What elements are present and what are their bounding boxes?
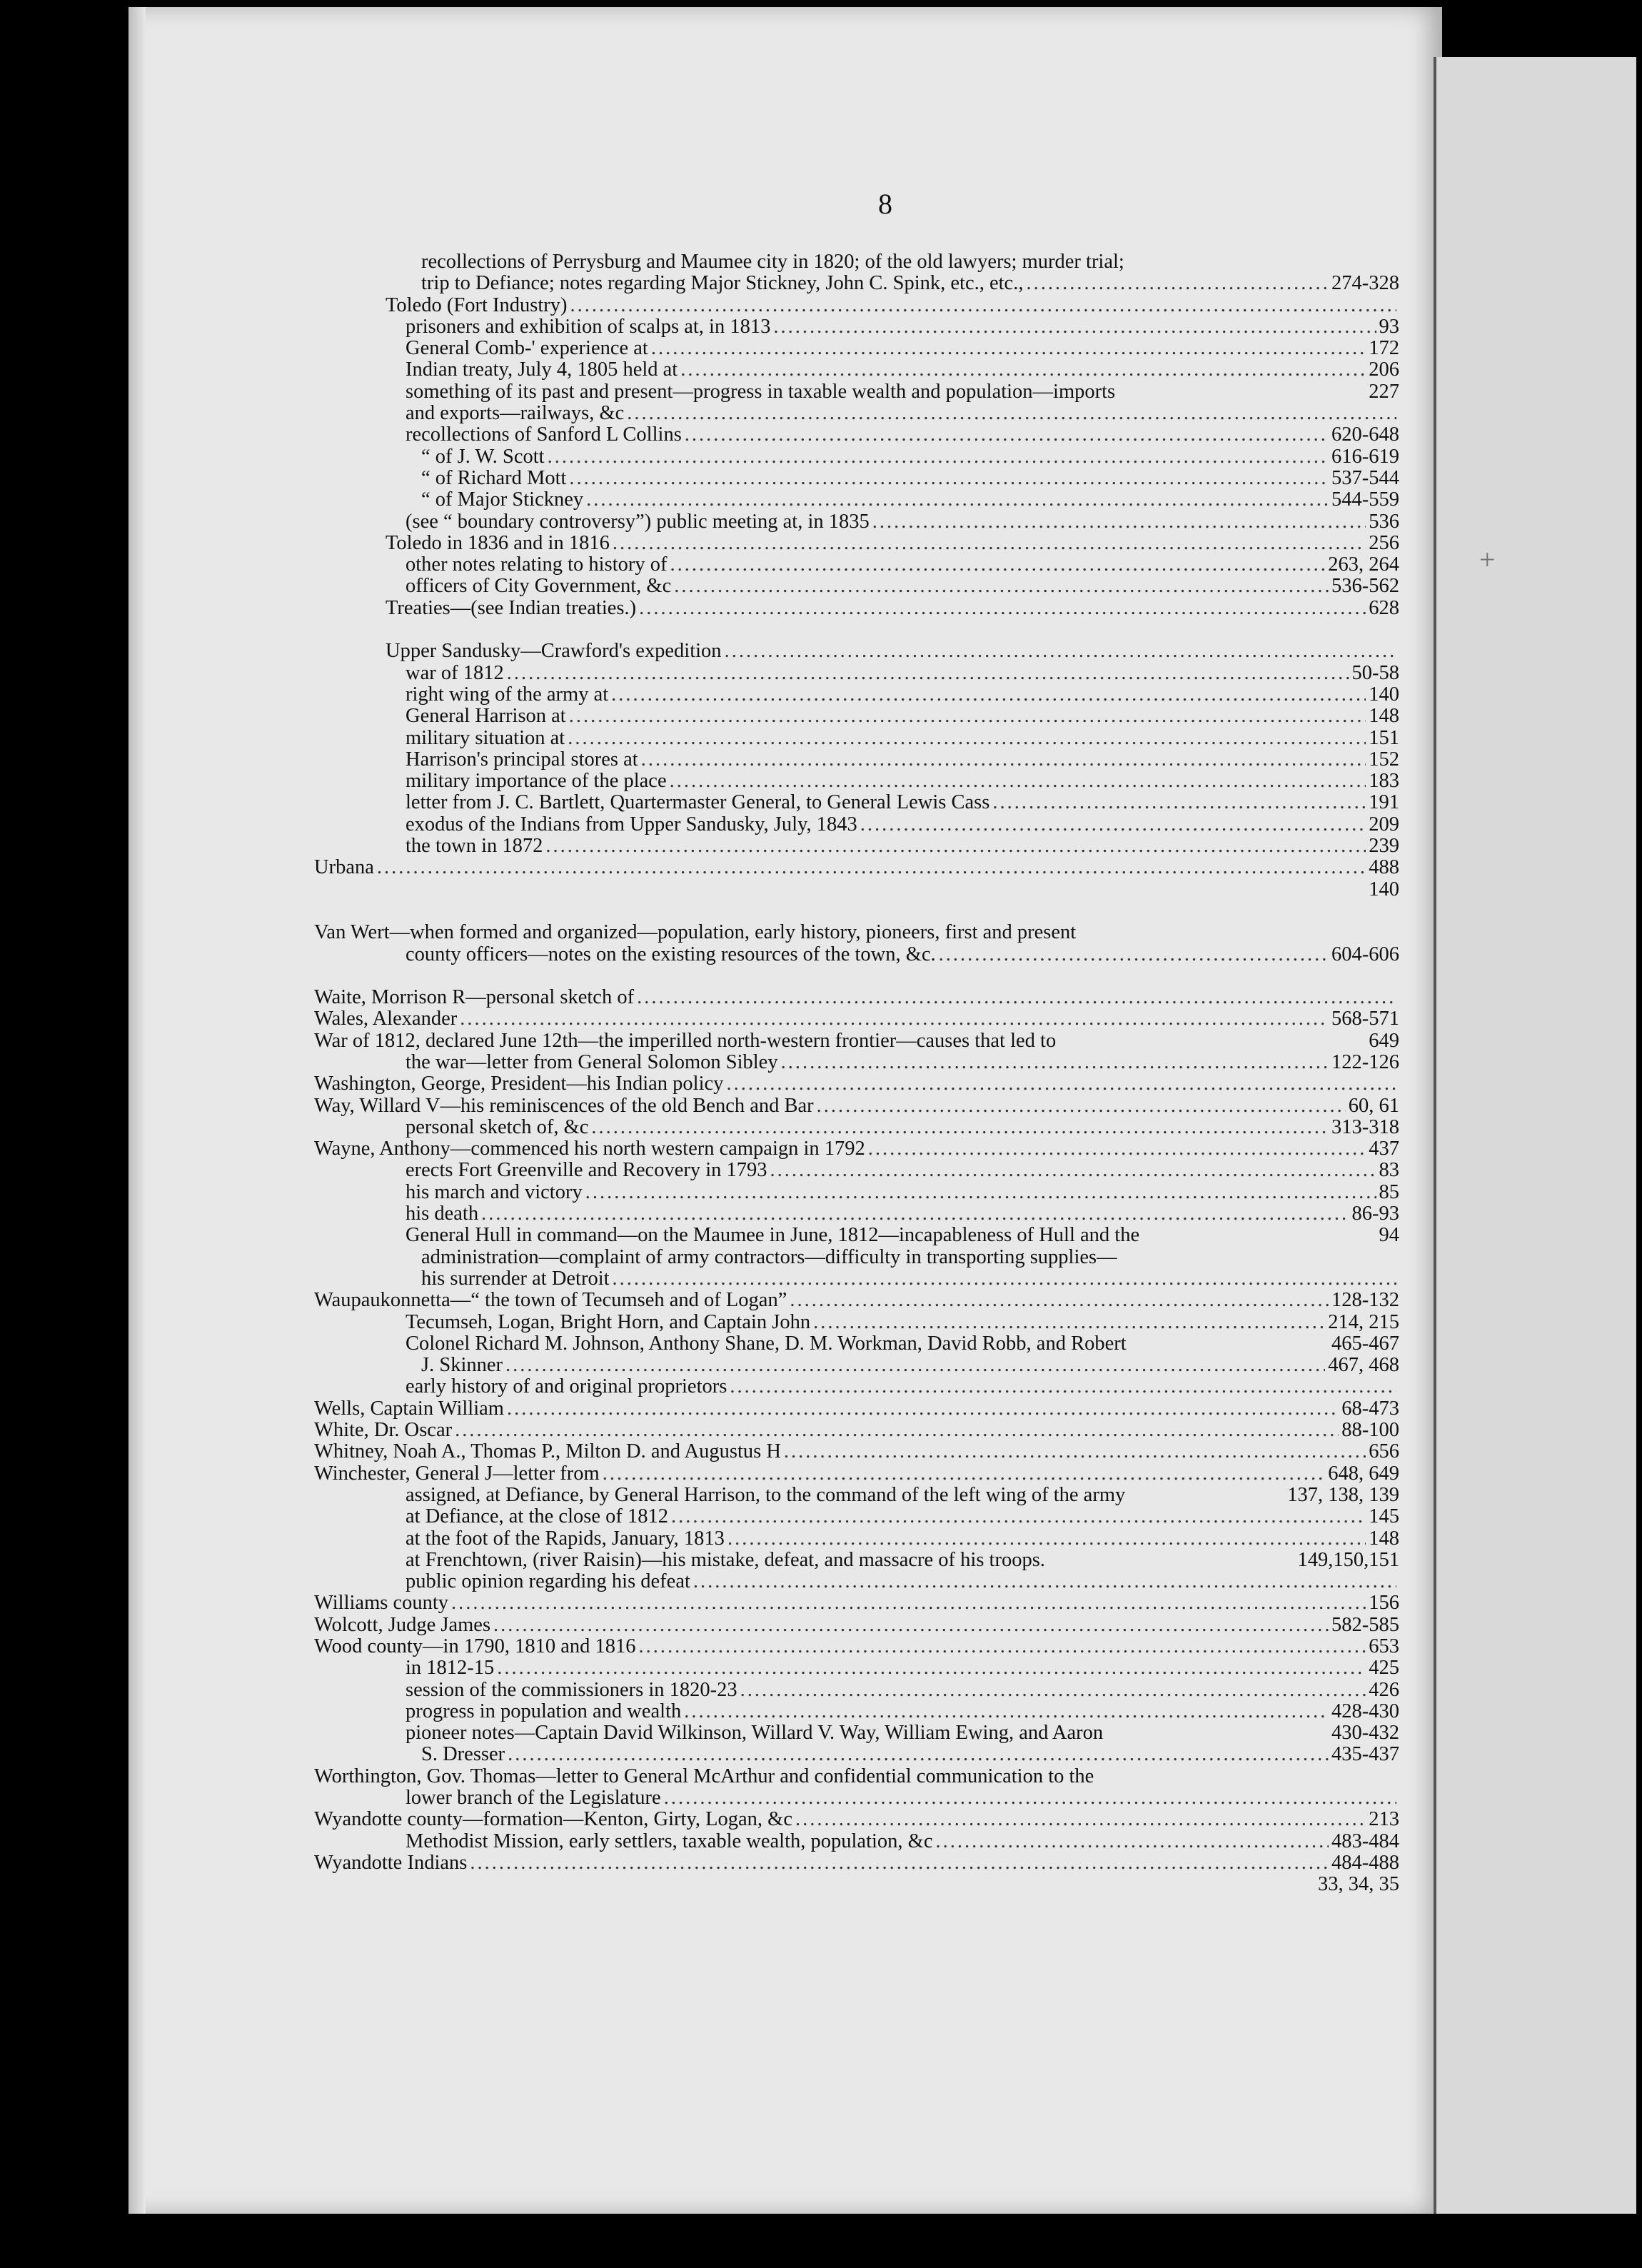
index-entry xyxy=(314,987,1399,1008)
index-entry xyxy=(314,706,1399,727)
page-reference: 85 xyxy=(1379,1180,1399,1203)
dot-leader xyxy=(460,1008,1329,1030)
page-reference: 274-328 xyxy=(1331,272,1399,295)
index-entry-text: Waupaukonnetta—“ the town of Tecumseh and of Logan” xyxy=(314,1289,787,1312)
index-entry xyxy=(314,1225,1399,1246)
index-entry-text: War of 1812, declared June 12th—the imperilled north-western frontier—causes that led to xyxy=(314,1029,1057,1052)
dot-leader xyxy=(493,1615,1329,1636)
dot-leader xyxy=(586,489,1329,511)
page-reference: 656 xyxy=(1369,1440,1399,1463)
index-spacer xyxy=(314,965,1399,987)
index-entry-text: Way, Willard V—his reminiscences of the old Bench and Bar xyxy=(314,1094,814,1117)
dot-leader xyxy=(674,576,1329,597)
dot-leader xyxy=(570,295,1396,316)
index-entry-text: officers of City Government, &c xyxy=(406,575,672,598)
index-entry xyxy=(314,857,1399,878)
page-reference: 616-619 xyxy=(1331,445,1399,468)
index-entry xyxy=(314,576,1399,597)
index-entry-text: recollections of Perrysburg and Maumee city in 1820; of the old lawyers; murder trial; xyxy=(421,251,1124,273)
index-entry-text: Indian treaty, July 4, 1805 held at xyxy=(406,358,678,381)
index-entry-text: his march and victory xyxy=(406,1180,583,1203)
index-entry xyxy=(314,403,1399,424)
page-reference: 33, 34, 35 xyxy=(1318,1873,1399,1896)
page-reference: 94 xyxy=(1379,1224,1399,1247)
index-entry xyxy=(314,1073,1399,1095)
page-reference: 68-473 xyxy=(1341,1397,1399,1420)
index-entry-text: and exports—railways, &c xyxy=(406,402,625,425)
dot-leader xyxy=(868,1138,1366,1160)
dot-leader xyxy=(725,641,1396,662)
dot-leader xyxy=(639,598,1366,619)
page-reference: 568-571 xyxy=(1331,1008,1399,1030)
index-entry xyxy=(314,1831,1399,1852)
index-entry-text: trip to Defiance; notes regarding Major Stickney, John C. Spink, etc., etc., xyxy=(421,272,1024,295)
index-entry-text: Wolcott, Judge James xyxy=(314,1613,491,1636)
page-reference: 435-437 xyxy=(1331,1743,1399,1766)
dot-leader xyxy=(790,1290,1329,1311)
page-reference: 148 xyxy=(1369,1527,1399,1550)
index-entry-text: Toledo (Fort Industry) xyxy=(386,293,568,316)
index-entry xyxy=(314,1247,1399,1268)
index-entry xyxy=(314,1506,1399,1527)
index-entry-text: prisoners and exhibition of scalps at, in 1813 xyxy=(406,315,771,338)
page-reference: 467, 468 xyxy=(1328,1354,1399,1377)
page-reference: 145 xyxy=(1369,1505,1399,1528)
index-entry xyxy=(314,1701,1399,1722)
index-entry xyxy=(314,554,1399,576)
page-reference: 149,150,151 xyxy=(1297,1548,1399,1571)
page-reference: 425 xyxy=(1369,1657,1399,1680)
index-entry xyxy=(314,598,1399,619)
page-reference: 214, 215 xyxy=(1328,1310,1399,1333)
dot-leader xyxy=(795,1809,1366,1830)
page-reference: 209 xyxy=(1369,813,1399,836)
index-entry-text: Colonel Richard M. Johnson, Anthony Shane, D. M. Workman, David Robb, and Robert xyxy=(406,1332,1127,1355)
index-entry-text: Washington, George, President—his Indian policy xyxy=(314,1073,724,1095)
page-reference: 152 xyxy=(1369,748,1399,771)
page-reference: 83 xyxy=(1379,1159,1399,1182)
page-reference: 649 xyxy=(1369,1029,1399,1052)
dot-leader xyxy=(603,1463,1326,1485)
page-reference: 140 xyxy=(1369,683,1399,706)
dot-leader xyxy=(680,359,1366,381)
page-reference: 172 xyxy=(1369,337,1399,360)
index-entry xyxy=(314,792,1399,813)
index-entry xyxy=(314,1680,1399,1701)
index-entry xyxy=(314,1463,1399,1485)
index-entry xyxy=(314,489,1399,511)
dot-leader xyxy=(670,554,1325,576)
page-reference: 50-58 xyxy=(1351,661,1399,684)
index-entry xyxy=(314,1355,1399,1376)
page-reference: 430-432 xyxy=(1331,1722,1399,1745)
dot-leader xyxy=(569,468,1329,489)
index-entry-text: Harrison's principal stores at xyxy=(406,748,638,771)
dot-leader xyxy=(651,338,1366,359)
index-entry-text: Wyandotte Indians xyxy=(314,1851,468,1874)
index-entry-text: lower branch of the Legislature xyxy=(406,1787,661,1810)
page-reference: 465-467 xyxy=(1331,1332,1399,1355)
dot-leader xyxy=(684,1701,1329,1722)
index-entry xyxy=(314,771,1399,792)
dot-leader xyxy=(813,1312,1325,1333)
index-entry-text: General Harrison at xyxy=(406,705,566,728)
index-entry-text: the town in 1872 xyxy=(406,835,543,858)
dot-leader xyxy=(639,1636,1366,1657)
page-reference: 537-544 xyxy=(1331,466,1399,489)
page-reference: 122-126 xyxy=(1331,1050,1399,1073)
dot-leader xyxy=(568,728,1366,749)
page-reference: 488 xyxy=(1369,856,1399,879)
index-entry-text: Whitney, Noah A., Thomas P., Milton D. and Augustus H xyxy=(314,1440,781,1463)
page-reference: 239 xyxy=(1369,835,1399,858)
index-entry-text: S. Dresser xyxy=(421,1743,505,1766)
index-entry xyxy=(314,1636,1399,1657)
dot-leader xyxy=(860,814,1366,836)
dot-leader xyxy=(740,1680,1366,1701)
page-reference: 604-606 xyxy=(1331,943,1399,965)
index-entry-text: Wells, Captain William xyxy=(314,1397,504,1420)
index-entry-text: Methodist Mission, early settlers, taxable wealth, population, &c xyxy=(406,1830,933,1852)
page-reference: 191 xyxy=(1369,791,1399,814)
page-reference: 483-484 xyxy=(1331,1830,1399,1852)
index-entry-text: erects Fort Greenville and Recovery in 1793 xyxy=(406,1159,767,1182)
dot-leader xyxy=(505,1355,1325,1376)
index-entry xyxy=(314,1376,1399,1398)
index-spacer xyxy=(314,900,1399,922)
index-entry-text: war of 1812 xyxy=(406,661,504,684)
index-entry-text: pioneer notes—Captain David Wilkinson, Willard V. Way, William Ewing, and Aaron xyxy=(406,1722,1104,1745)
index-entry xyxy=(314,273,1399,294)
page-reference: 206 xyxy=(1369,358,1399,381)
index-entry-text: (see “ boundary controversy”) public meeting at, in 1835 xyxy=(406,510,870,533)
index-entry-text: his death xyxy=(406,1203,479,1225)
dot-leader xyxy=(585,1182,1376,1203)
index-entry-text: public opinion regarding his defeat xyxy=(406,1570,690,1593)
index-entry xyxy=(314,814,1399,836)
dot-leader xyxy=(637,987,1396,1008)
index-entry xyxy=(314,1052,1399,1073)
dot-leader xyxy=(591,1117,1329,1138)
index-entry xyxy=(314,1852,1399,1874)
dot-leader xyxy=(784,1441,1366,1462)
index-entry-text: “ of Richard Mott xyxy=(421,466,567,489)
index-entry xyxy=(314,1095,1399,1117)
index-entry-text: J. Skinner xyxy=(421,1354,503,1377)
index-entry xyxy=(314,641,1399,662)
page-reference: 140 xyxy=(1369,878,1399,900)
index-entry-text: Worthington, Gov. Thomas—letter to General McArthur and confidential communication to the xyxy=(314,1765,1094,1787)
index-entry xyxy=(314,446,1399,468)
page-reference: 183 xyxy=(1369,770,1399,793)
index-entry xyxy=(314,1420,1399,1441)
index-entry-text: right wing of the army at xyxy=(406,683,609,706)
index-entry xyxy=(314,1008,1399,1030)
page-reference: 213 xyxy=(1369,1808,1399,1831)
index-entry-text: Toledo in 1836 and in 1816 xyxy=(386,531,610,554)
index-entry xyxy=(314,1571,1399,1592)
index-entry-text: something of its past and present—progress in taxable wealth and population—imports xyxy=(406,380,1116,403)
page-reference: 128-132 xyxy=(1331,1289,1399,1312)
dot-leader xyxy=(548,446,1329,468)
index-entry-text: personal sketch of, &c xyxy=(406,1115,589,1138)
dot-leader xyxy=(693,1571,1396,1592)
index-entry-text: “ of J. W. Scott xyxy=(421,445,545,468)
index-entry-text: session of the commissioners in 1820-23 xyxy=(406,1678,737,1701)
index-entry xyxy=(314,1290,1399,1311)
index-entry xyxy=(314,1809,1399,1830)
page-reference: 484-488 xyxy=(1331,1851,1399,1874)
index-entry-text: Urbana xyxy=(314,856,374,879)
index-entry-text: his surrender at Detroit xyxy=(421,1267,610,1290)
dot-leader xyxy=(770,1160,1376,1181)
page-reference: 536-562 xyxy=(1331,575,1399,598)
index-entry xyxy=(314,1117,1399,1138)
dot-leader xyxy=(545,836,1366,857)
index-entry xyxy=(314,1874,1399,1895)
dot-leader xyxy=(939,944,1329,965)
index-entry xyxy=(314,922,1399,943)
page-reference: 544-559 xyxy=(1331,488,1399,511)
index-entry-text: progress in population and wealth xyxy=(406,1700,682,1722)
index-entry xyxy=(314,1333,1399,1355)
dot-leader xyxy=(727,1528,1366,1550)
index-entry xyxy=(314,1138,1399,1160)
facing-page xyxy=(1434,57,1636,2214)
page-reference: 263, 264 xyxy=(1328,553,1399,576)
page-reference: 148 xyxy=(1369,705,1399,728)
index-entry-text: early history of and original proprietors xyxy=(406,1375,727,1398)
dot-leader xyxy=(455,1420,1339,1441)
dot-leader xyxy=(508,1744,1329,1765)
index-entry xyxy=(314,424,1399,446)
facing-page-mark: + xyxy=(1479,543,1496,576)
dot-leader xyxy=(670,771,1366,792)
page-reference: 88-100 xyxy=(1341,1419,1399,1442)
index-spacer xyxy=(314,619,1399,641)
index-entry-text: county officers—notes on the existing resources of the town, &c. xyxy=(406,943,936,965)
index-entry xyxy=(314,1615,1399,1636)
index-entry xyxy=(314,1203,1399,1225)
page-reference: 620-648 xyxy=(1331,423,1399,446)
page-reference: 437 xyxy=(1369,1138,1399,1160)
index-entry xyxy=(314,879,1399,900)
index-entry-text: recollections of Sanford L Collins xyxy=(406,423,682,446)
index-entry xyxy=(314,684,1399,706)
index-entry xyxy=(314,1160,1399,1181)
page-reference: 628 xyxy=(1369,596,1399,619)
index-entry xyxy=(314,533,1399,554)
index-list xyxy=(314,251,1399,1896)
page-number: 8 xyxy=(878,188,892,220)
dot-leader xyxy=(569,706,1366,727)
dot-leader xyxy=(481,1203,1349,1225)
index-entry xyxy=(314,1441,1399,1462)
dot-leader xyxy=(671,1506,1366,1527)
page-reference: 86-93 xyxy=(1351,1203,1399,1225)
index-entry-text: Wood county—in 1790, 1810 and 1816 xyxy=(314,1635,636,1657)
dot-leader xyxy=(611,684,1366,706)
dot-leader xyxy=(781,1052,1329,1073)
dot-leader xyxy=(507,1398,1339,1420)
dot-leader xyxy=(451,1592,1366,1614)
dot-leader xyxy=(507,663,1349,684)
index-entry xyxy=(314,1268,1399,1290)
index-entry xyxy=(314,1766,1399,1787)
page-reference: 93 xyxy=(1379,315,1399,338)
dot-leader xyxy=(497,1657,1366,1679)
index-entry-text: General Comb-' experience at xyxy=(406,337,648,360)
page-reference: 648, 649 xyxy=(1328,1462,1399,1485)
index-entry xyxy=(314,338,1399,359)
index-entry xyxy=(314,1398,1399,1420)
index-entry-text: assigned, at Defiance, by General Harrison, to the command of the left wing of the army xyxy=(406,1483,1126,1506)
index-entry-text: Wyandotte county—formation—Kenton, Girty, Logan, &c xyxy=(314,1808,792,1831)
page-reference: 137, 138, 139 xyxy=(1287,1483,1399,1506)
index-entry xyxy=(314,1722,1399,1744)
page-reference: 151 xyxy=(1369,726,1399,749)
index-entry xyxy=(314,1787,1399,1809)
index-entry-text: Van Wert—when formed and organized—population, early history, pioneers, first and present xyxy=(314,921,1077,944)
index-entry-text: in 1812-15 xyxy=(406,1657,495,1680)
page-reference: 313-318 xyxy=(1331,1115,1399,1138)
page-reference: 428-430 xyxy=(1331,1700,1399,1722)
page-gutter-shadow xyxy=(129,7,146,2214)
index-entry-text: “ of Major Stickney xyxy=(421,488,584,511)
dot-leader xyxy=(935,1831,1329,1852)
index-entry xyxy=(314,728,1399,749)
dot-leader xyxy=(641,749,1366,771)
page-reference: 653 xyxy=(1369,1635,1399,1657)
page-reference: 582-585 xyxy=(1331,1613,1399,1636)
index-entry-text: Wayne, Anthony—commenced his north western campaign in 1792 xyxy=(314,1138,865,1160)
index-entry xyxy=(314,1182,1399,1203)
index-entry-text: the war—letter from General Solomon Sibley xyxy=(406,1050,778,1073)
index-entry-text: letter from J. C. Bartlett, Quartermaster General, to General Lewis Cass xyxy=(406,791,990,814)
index-entry xyxy=(314,836,1399,857)
dot-leader xyxy=(377,857,1366,878)
page-reference: 536 xyxy=(1369,510,1399,533)
index-entry xyxy=(314,316,1399,338)
page-reference: 156 xyxy=(1369,1592,1399,1615)
index-entry-text: White, Dr. Oscar xyxy=(314,1419,453,1442)
index-entry-text: at the foot of the Rapids, January, 1813 xyxy=(406,1527,725,1550)
index-entry-text: exodus of the Indians from Upper Sandusky, July, 1843 xyxy=(406,813,857,836)
dot-leader xyxy=(664,1787,1396,1809)
dot-leader xyxy=(872,511,1366,533)
index-entry-text: Tecumseh, Logan, Bright Horn, and Captain John xyxy=(406,1310,811,1333)
index-entry xyxy=(314,1485,1399,1506)
dot-leader xyxy=(726,1073,1396,1095)
page-reference: 256 xyxy=(1369,531,1399,554)
index-entry xyxy=(314,359,1399,381)
index-entry xyxy=(314,381,1399,403)
index-entry-text: Williams county xyxy=(314,1592,449,1615)
page-reference: 426 xyxy=(1369,1678,1399,1701)
index-entry-text: Treaties—(see Indian treaties.) xyxy=(386,596,637,619)
dot-leader xyxy=(613,533,1366,554)
index-entry xyxy=(314,295,1399,316)
index-entry xyxy=(314,944,1399,965)
index-entry xyxy=(314,1744,1399,1765)
page-reference: 60, 61 xyxy=(1348,1094,1399,1117)
dot-leader xyxy=(613,1268,1396,1290)
index-entry xyxy=(314,749,1399,771)
index-entry-text: at Defiance, at the close of 1812 xyxy=(406,1505,668,1528)
dot-leader xyxy=(627,403,1396,424)
index-entry-text: Waite, Morrison R—personal sketch of xyxy=(314,986,635,1009)
index-entry-text: military situation at xyxy=(406,726,565,749)
index-entry xyxy=(314,1030,1399,1052)
dot-leader xyxy=(992,792,1366,813)
index-entry-text: administration—complaint of army contractors—difficulty in transporting supplies— xyxy=(421,1245,1117,1268)
index-entry-text: at Frenchtown, (river Raisin)—his mistake, defeat, and massacre of his troops. xyxy=(406,1548,1045,1571)
index-entry-text: Winchester, General J—letter from xyxy=(314,1462,600,1485)
dot-leader xyxy=(817,1095,1346,1117)
index-entry xyxy=(314,251,1399,273)
index-entry xyxy=(314,1657,1399,1679)
page-reference: 227 xyxy=(1369,380,1399,403)
index-entry xyxy=(314,1592,1399,1614)
index-entry-text: Upper Sandusky—Crawford's expedition xyxy=(386,640,722,663)
index-entry xyxy=(314,511,1399,533)
index-entry-text: General Hull in command—on the Maumee in June, 1812—incapableness of Hull and the xyxy=(406,1224,1140,1247)
dot-leader xyxy=(1026,273,1329,294)
dot-leader xyxy=(470,1852,1329,1874)
index-entry-text: military importance of the place xyxy=(406,770,667,793)
index-entry-text: other notes relating to history of xyxy=(406,553,668,576)
dot-leader xyxy=(730,1376,1396,1398)
index-entry xyxy=(314,1550,1399,1571)
dot-leader xyxy=(685,424,1329,446)
dot-leader xyxy=(773,316,1376,338)
index-entry xyxy=(314,663,1399,684)
index-entry xyxy=(314,1528,1399,1550)
index-entry xyxy=(314,1312,1399,1333)
index-entry xyxy=(314,468,1399,489)
index-entry-text: Wales, Alexander xyxy=(314,1008,458,1030)
